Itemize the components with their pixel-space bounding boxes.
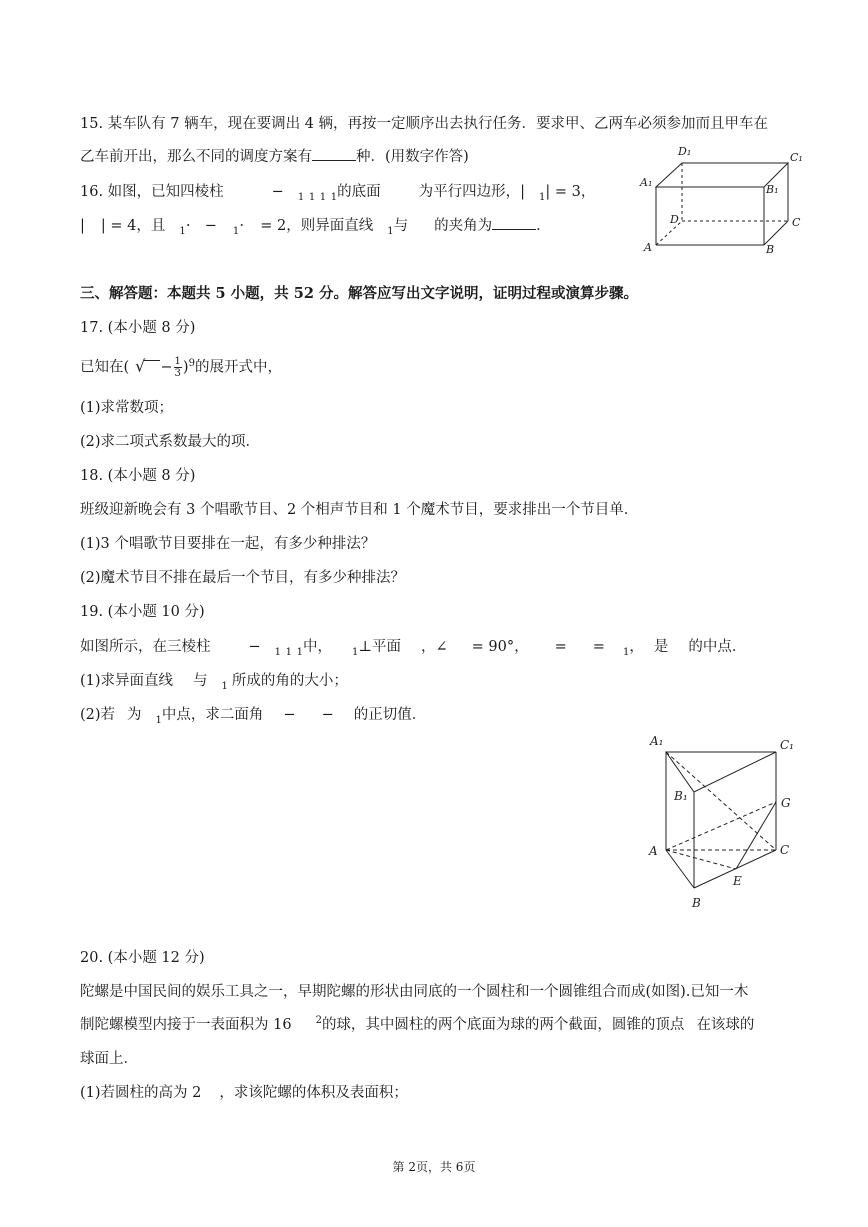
figure-q19-triangular-prism [640,728,810,914]
q19-header: 19. (本小题 10 分) [80,604,205,620]
q17-stem: 已知在( √ − $\frac{1}{3}$ )$^9$的展开式中， [80,356,282,379]
fraction-one-third: $\frac{1}{3}$ [174,356,181,379]
hidden-segment-AG [666,802,776,850]
label-C1: C₁ [790,151,803,164]
q18-header: 18. (本小题 8 分) [80,468,196,484]
page-footer: 第 2页，共 6页 [392,1160,476,1174]
answer-blank [492,215,536,230]
answer-blank [312,146,356,161]
q19-part2: (2)若 为 $_1$中点，求二面角 − − 的正切值． [80,707,427,726]
q15-line1: 15. 某车队有 7 辆车，现在要调出 4 辆，再按一定顺序出去执行任务．要求甲、乙两车必须参加而且甲车在 [80,116,769,132]
q19-part1: (1)求异面直线 与 $_1$ 所成的角的大小； [80,673,348,692]
q17-part2: (2)求二项式系数最大的项． [80,434,261,450]
label-B: B [692,896,701,910]
label-B1: B₁ [766,183,779,196]
edge-BC [764,221,788,245]
label-B1: B₁ [674,789,688,803]
label-A: A [649,844,658,858]
q17-part1: (1)求常数项； [80,400,174,416]
q20-line2: 制陀螺模型内接于一表面积为 16 $^2$的球，其中圆柱的两个底面为球的两个截面，圆锥的顶点 在该球的 [80,1015,755,1033]
label-G: G [781,796,791,810]
q20-part1: (1)若圆柱的高为 2 ，求该陀螺的体积及表面积； [80,1085,408,1101]
hidden-segment-AE [666,850,736,869]
q18-part2: (2)魔术节目不排在最后一个节目，有多少种排法？ [80,570,406,586]
label-B: B [766,243,775,255]
label-D1: D₁ [678,145,692,158]
label-E: E [733,874,742,888]
q17-header: 17. (本小题 8 分) [80,320,196,336]
sqrt-sign: √ [135,356,146,376]
edge-AB [666,850,694,888]
label-A: A [644,241,652,254]
q19-stem: 如图所示，在三棱柱 − $_1$ $_1$ $_1$中， $_1$⊥平面 ，∠ = 90°， = = $_1$， 是 的中点． [80,639,747,658]
sqrt-bar [144,360,160,375]
q15-line2: 乙车前开出，那么不同的调度方案有 种．(用数字作答) [80,146,469,167]
q20-header: 20. (本小题 12 分) [80,950,205,966]
q16-line1: 16. 如图，已知四棱柱 − $_1$ $_1$ $_1$ $_1$的底面 为平行四边形，| $_1$| = 3， [80,184,596,203]
label-C: C [792,216,801,229]
label-A1: A₁ [640,176,653,189]
q20-line1: 陀螺是中国民间的娱乐工具之一，早期陀螺的形状由同底的一个圆柱和一个圆锥组合而成(如图).已知一木 [80,984,749,1000]
label-D: D [670,213,679,226]
section-3-title: 三、解答题：本题共 5 小题，共 52 分。解答应写出文字说明，证明过程或演算步骤。 [80,285,638,302]
q18-stem: 班级迎新晚会有 3 个唱歌节目、2 个相声节目和 1 个魔术节目，要求排出一个节目单． [80,502,639,518]
q16-line2: | | = 4，且 $_1$⋅ − $_1$⋅ = 2，则异面直线 $_1$与 的夹角为 ． [80,215,551,238]
top-triangle [666,752,776,792]
q18-part1: (1)3 个唱歌节目要排在一起，有多少种排法？ [80,536,376,552]
figure-q16-prism [636,143,816,255]
label-C: C [780,843,790,857]
label-A1: A₁ [650,734,664,748]
label-C1: C₁ [780,738,794,752]
q20-line3: 球面上． [80,1051,138,1067]
